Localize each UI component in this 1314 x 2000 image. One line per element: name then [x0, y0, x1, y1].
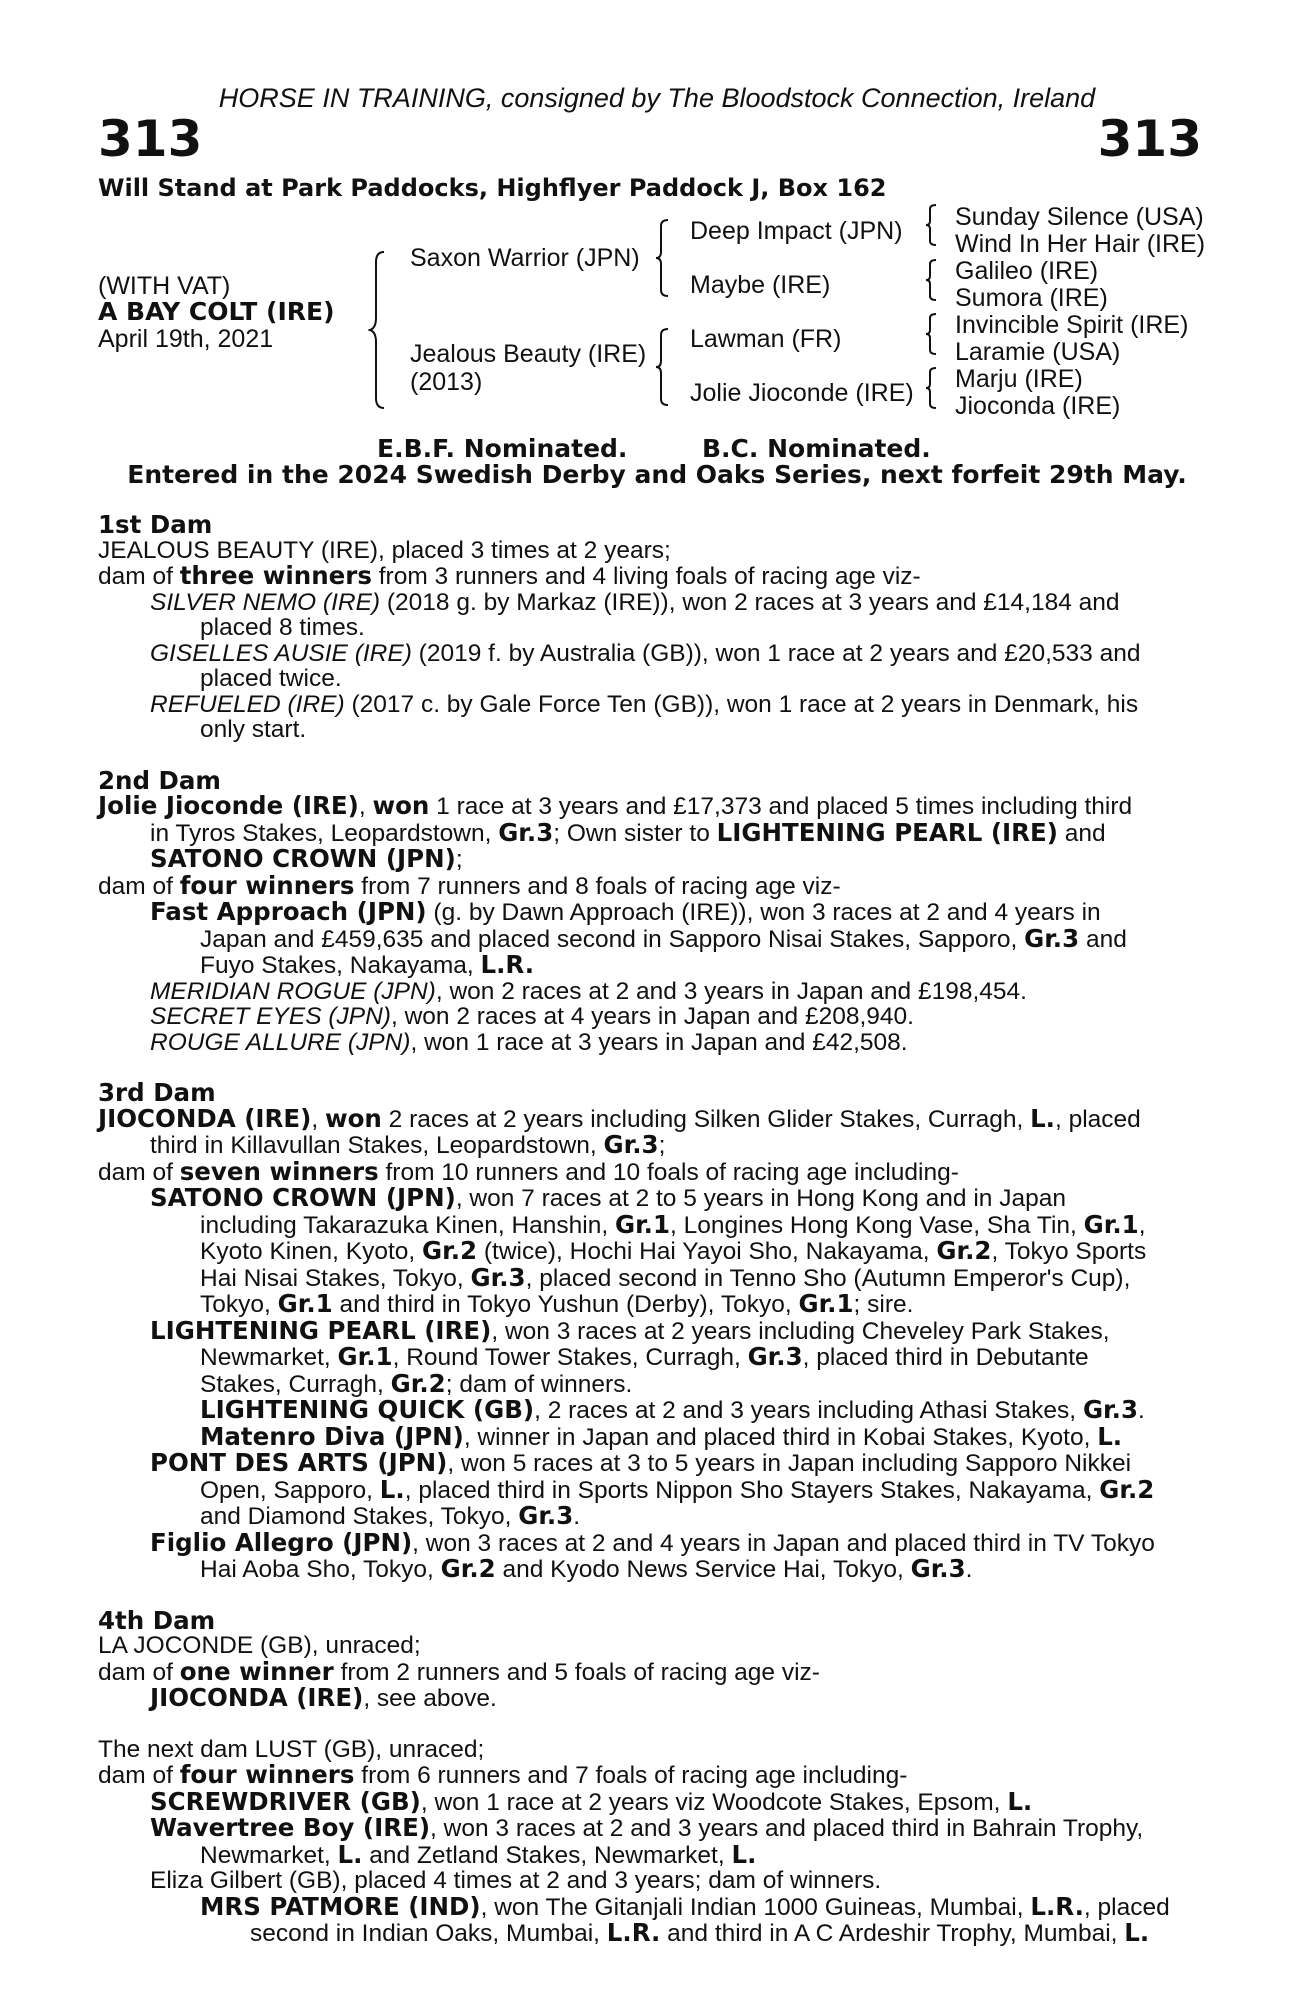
foaling-date: April 19th, 2021 [98, 325, 274, 353]
produce-eliza-gilbert: Eliza Gilbert (GB), placed 4 times at 2 and 3 years; dam of winners. [150, 1867, 882, 1894]
produce-mrs-patmore: MRS PATMORE (IND), won The Gitanjali Indian 1000 Guineas, Mumbai, L.R., placed [200, 1891, 1170, 1921]
produce-silver-nemo: SILVER NEMO (IRE) (2018 g. by Markaz (IRE)), won 2 races at 3 years and £14,184 and [150, 588, 1120, 616]
fourth-dam-line: LA JOCONDE (GB), unraced; [98, 1632, 421, 1659]
first-dam-produce-summary: dam of three winners from 3 runners and 4 living foals of racing age viz- [98, 561, 921, 590]
produce-satono-crown-3: Kyoto Kinen, Kyoto, Gr.2 (twice), Hochi Hai Yayoi Sho, Nakayama, Gr.2, Tokyo Sports [200, 1236, 1147, 1265]
produce-fast-approach-2: Japan and £459,635 and placed second in Sapporo Nisai Stakes, Sapporo, Gr.3 and [200, 923, 1127, 953]
produce-rouge-allure: ROUGE ALLURE (JPN), won 1 race at 3 years in Japan and £42,508. [150, 1028, 908, 1056]
produce-refueled-cont: only start. [200, 716, 307, 743]
dam-brace [654, 327, 672, 407]
derby-entry: Entered in the 2024 Swedish Derby and Oaks Series, next forfeit 29th May. [127, 460, 1187, 489]
bc-nomination: B.C. Nominated. [702, 434, 931, 463]
ds-brace [924, 312, 940, 356]
produce-satono-crown-5: Tokyo, Gr.1 and third in Tokyo Yushun (Derby), Tokyo, Gr.1; sire. [200, 1289, 914, 1318]
dam-name: Jealous Beauty (IRE) [410, 340, 647, 368]
lot-number-right: 313 [1097, 110, 1202, 168]
next-dam-line: The next dam LUST (GB), unraced; [98, 1735, 485, 1763]
produce-pont-des-arts: PONT DES ARTS (JPN), won 5 races at 3 to 5 years in Japan including Sapporo Nikkei [150, 1448, 1132, 1477]
third-dam-line: JIOCONDA (IRE), won 2 races at 2 years including Silken Glider Stakes, Curragh, L., placed [98, 1103, 1141, 1133]
produce-fast-approach-3: Fuyo Stakes, Nakayama, L.R. [200, 950, 535, 979]
lot-number-left: 313 [98, 110, 203, 168]
third-dam-heading: 3rd Dam [98, 1078, 216, 1107]
family-section [98, 512, 1198, 1947]
dam-sire-sire: Invincible Spirit (IRE) [955, 311, 1189, 339]
fourth-dam-heading: 4th Dam [98, 1605, 216, 1635]
second-dam-heading: 2nd Dam [98, 765, 221, 795]
dam-sire-dam: Laramie (USA) [955, 338, 1121, 366]
ss-brace [924, 203, 940, 247]
produce-wavertree-boy: Wavertree Boy (IRE), won 3 races at 2 and 3 years and placed third in Bahrain Trophy, [150, 1813, 1144, 1842]
dam-dam-sire: Marju (IRE) [955, 365, 1083, 393]
vat-note: (WITH VAT) [98, 272, 231, 300]
third-dam-line-2: third in Killavullan Stakes, Leopardstown, Gr.3; [150, 1130, 666, 1159]
third-dam-produce-summary: dam of seven winners from 10 runners and 10 foals of racing age including- [98, 1156, 959, 1186]
sire-sire-dam: Wind In Her Hair (IRE) [955, 230, 1206, 258]
produce-secret-eyes: SECRET EYES (JPN), won 2 races at 4 years in Japan and £208,940. [150, 1003, 914, 1030]
sire-sire: Deep Impact (JPN) [690, 217, 903, 245]
sire-brace [654, 218, 672, 298]
produce-satono-crown-2: including Takarazuka Kinen, Hanshin, Gr.1, Longines Hong Kong Vase, Sha Tin, Gr.1, [200, 1209, 1146, 1239]
produce-pont-des-arts-3: and Diamond Stakes, Tokyo, Gr.3. [200, 1501, 581, 1530]
produce-lightening-pearl: LIGHTENING PEARL (IRE), won 3 races at 2 years including Cheveley Park Stakes, [150, 1315, 1110, 1345]
first-dam-heading: 1st Dam [98, 510, 213, 539]
fourth-dam-produce-summary: dam of one winner from 2 runners and 5 foals of racing age viz- [98, 1656, 820, 1686]
horse-name: A BAY COLT (IRE) [98, 297, 335, 326]
main-brace [368, 250, 388, 410]
produce-silver-nemo-cont: placed 8 times. [200, 614, 365, 641]
dam-dam-dam: Jioconda (IRE) [955, 392, 1121, 420]
produce-lightening-pearl-2: Newmarket, Gr.1, Round Tower Stakes, Curragh, Gr.3, placed third in Debutante [200, 1342, 1089, 1371]
first-dam-line: JEALOUS BEAUTY (IRE), placed 3 times at 2 years; [98, 536, 671, 564]
produce-matenro-diva: Matenro Diva (JPN), winner in Japan and placed third in Kobai Stakes, Kyoto, L. [200, 1421, 1123, 1451]
produce-giselles-ausie-cont: placed twice. [200, 665, 342, 692]
produce-meridian-rogue: MERIDIAN ROGUE (JPN), won 2 races at 2 and 3 years in Japan and £198,454. [150, 977, 1027, 1005]
stabling-location: Will Stand at Park Paddocks, Highflyer Paddock J, Box 162 [98, 174, 887, 202]
produce-jioconda: JIOCONDA (IRE), see above. [150, 1683, 497, 1712]
second-dam-line: Jolie Jioconde (IRE), won 1 race at 3 years and £17,373 and placed 5 times including third [98, 791, 1133, 820]
second-dam-produce-summary: dam of four winners from 7 runners and 8 foals of racing age viz- [98, 870, 841, 900]
sire-dam-sire: Galileo (IRE) [955, 257, 1099, 285]
produce-refueled: REFUELED (IRE) (2017 c. by Gale Force Ten (GB)), won 1 race at 2 years in Denmark, his [150, 690, 1139, 718]
dd-brace [924, 366, 940, 410]
produce-mrs-patmore-2: second in Indian Oaks, Mumbai, L.R. and third in A C Ardeshir Trophy, Mumbai, L. [250, 1918, 1150, 1947]
produce-fast-approach: Fast Approach (JPN) (g. by Dawn Approach (IRE)), won 3 races at 2 and 4 years in [150, 897, 1101, 926]
sd-brace [924, 258, 940, 302]
dam-dam: Jolie Jiocond​e (IRE) [690, 379, 914, 407]
produce-screwdriver: SCREWDRIVER (GB), won 1 race at 2 years viz Woodcote Stakes, Epsom, L. [150, 1786, 1033, 1816]
produce-wavertree-boy-2: Newmarket, L. and Zetland Stakes, Newmarket, L. [200, 1839, 757, 1869]
produce-satono-crown: SATONO CROWN (JPN), won 7 races at 2 to 5 years in Hong Kong and in Japan [150, 1183, 1066, 1212]
produce-lightening-quick: LIGHTENING QUICK (GB), 2 races at 2 and 3 years including Athasi Stakes, Gr.3. [200, 1395, 1145, 1424]
ebf-nomination: E.B.F. Nominated. [377, 434, 628, 463]
dam-year: (2013) [410, 368, 483, 396]
sire-dam: Maybe (IRE) [690, 271, 831, 299]
consignment-line: HORSE IN TRAINING, consigned by The Bloodstock Connection, Ireland [218, 83, 1096, 113]
produce-figlio-allegro-2: Hai Aoba Sho, Tokyo, Gr.2 and Kyodo News Service Hai, Tokyo, Gr.3. [200, 1554, 973, 1583]
sire-dam-dam: Sumora (IRE) [955, 284, 1108, 312]
second-dam-line-3: SATONO CROWN (JPN); [150, 844, 463, 873]
next-dam-produce-summary: dam of four winners from 6 runners and 7 foals of racing age including- [98, 1760, 908, 1789]
sire-sire-sire: Sunday Silence (USA) [955, 203, 1204, 231]
produce-lightening-pearl-3: Stakes, Curragh, Gr.2; dam of winners. [200, 1368, 633, 1398]
produce-pont-des-arts-2: Open, Sapporo, L., placed third in Sports Nippon Sho Stayers Stakes, Nakayama, Gr.2 [200, 1474, 1155, 1504]
dam-sire: Lawman (FR) [690, 325, 842, 353]
produce-giselles-ausie: GISELLES AUSIE (IRE) (2019 f. by Australia (GB)), won 1 race at 2 years and £20,533 and [150, 639, 1141, 667]
produce-figlio-allegro: Figlio Allegro (JPN), won 3 races at 2 and 4 years in Japan and placed third in TV Tokyo [150, 1527, 1155, 1557]
sire-name: Saxon Warrior (JPN) [410, 244, 640, 272]
produce-satono-crown-4: Hai Nisai Stakes, Tokyo, Gr.3, placed second in Tenno Sho (Autumn Emperor's Cup), [200, 1262, 1131, 1292]
second-dam-line-2: in Tyros Stakes, Leopardstown, Gr.3; Own sister to LIGHTENING PEARL (IRE) and [150, 817, 1106, 847]
